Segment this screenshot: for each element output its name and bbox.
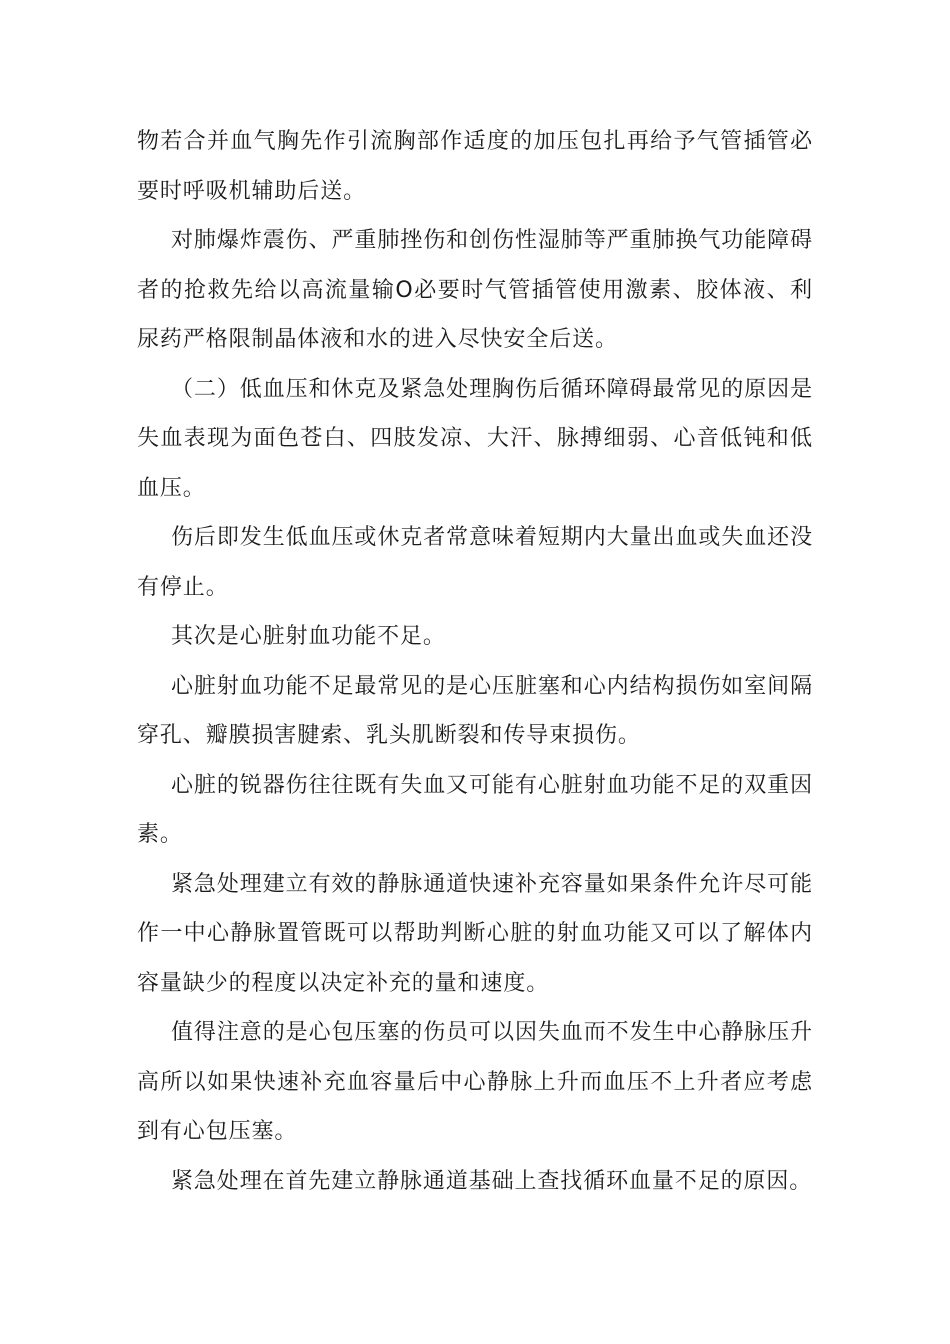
paragraph-7: 心脏的锐器伤往往既有失血又可能有心脏射血功能不足的双重因素。	[137, 772, 813, 847]
paragraph-5: 其次是心脏射血功能不足。	[171, 624, 446, 649]
paragraph-10: 紧急处理在首先建立静脉通道基础上查找循环血量不足的原因。	[171, 1168, 813, 1194]
paragraph-4: 伤后即发生低血压或休克者常意味着短期内大量出血或失血还没有停止。	[137, 525, 813, 600]
paragraph-6: 心脏射血功能不足最常见的是心压脏塞和心内结构损伤如室间隔穿孔、瓣膜损害腱索、乳头肌断裂和传导束损伤。	[137, 673, 813, 748]
paragraph-8: 紧急处理建立有效的静脉通道快速补充容量如果条件允许尽可能作一中心静脉置管既可以帮助判断心脏的射血功能又可以了解体内容量缺少的程度以决定补充的量和速度。	[137, 871, 813, 996]
document-body	[137, 117, 813, 1206]
paragraph-1: 物若合并血气胸先作引流胸部作适度的加压包扎再给予气管插管必要时呼吸机辅助后送。	[137, 129, 813, 204]
paragraph-3: （二）低血压和休克及紧急处理胸伤后循环障碍最常见的原因是失血表现为面色苍白、四肢发凉、大汗、脉搏细弱、心音低钝和低血压。	[137, 376, 813, 501]
paragraph-2: 对肺爆炸震伤、严重肺挫伤和创伤性湿肺等严重肺换气功能障碍者的抢救先给以高流量输O必要时气管插管使用激素、胶体液、利尿药严格限制晶体液和水的进入尽快安全后送。	[137, 228, 813, 352]
paragraph-9: 值得注意的是心包压塞的伤员可以因失血而不发生中心静脉压升高所以如果快速补充血容量后中心静脉上升而血压不上升者应考虑到有心包压塞。	[137, 1020, 813, 1144]
